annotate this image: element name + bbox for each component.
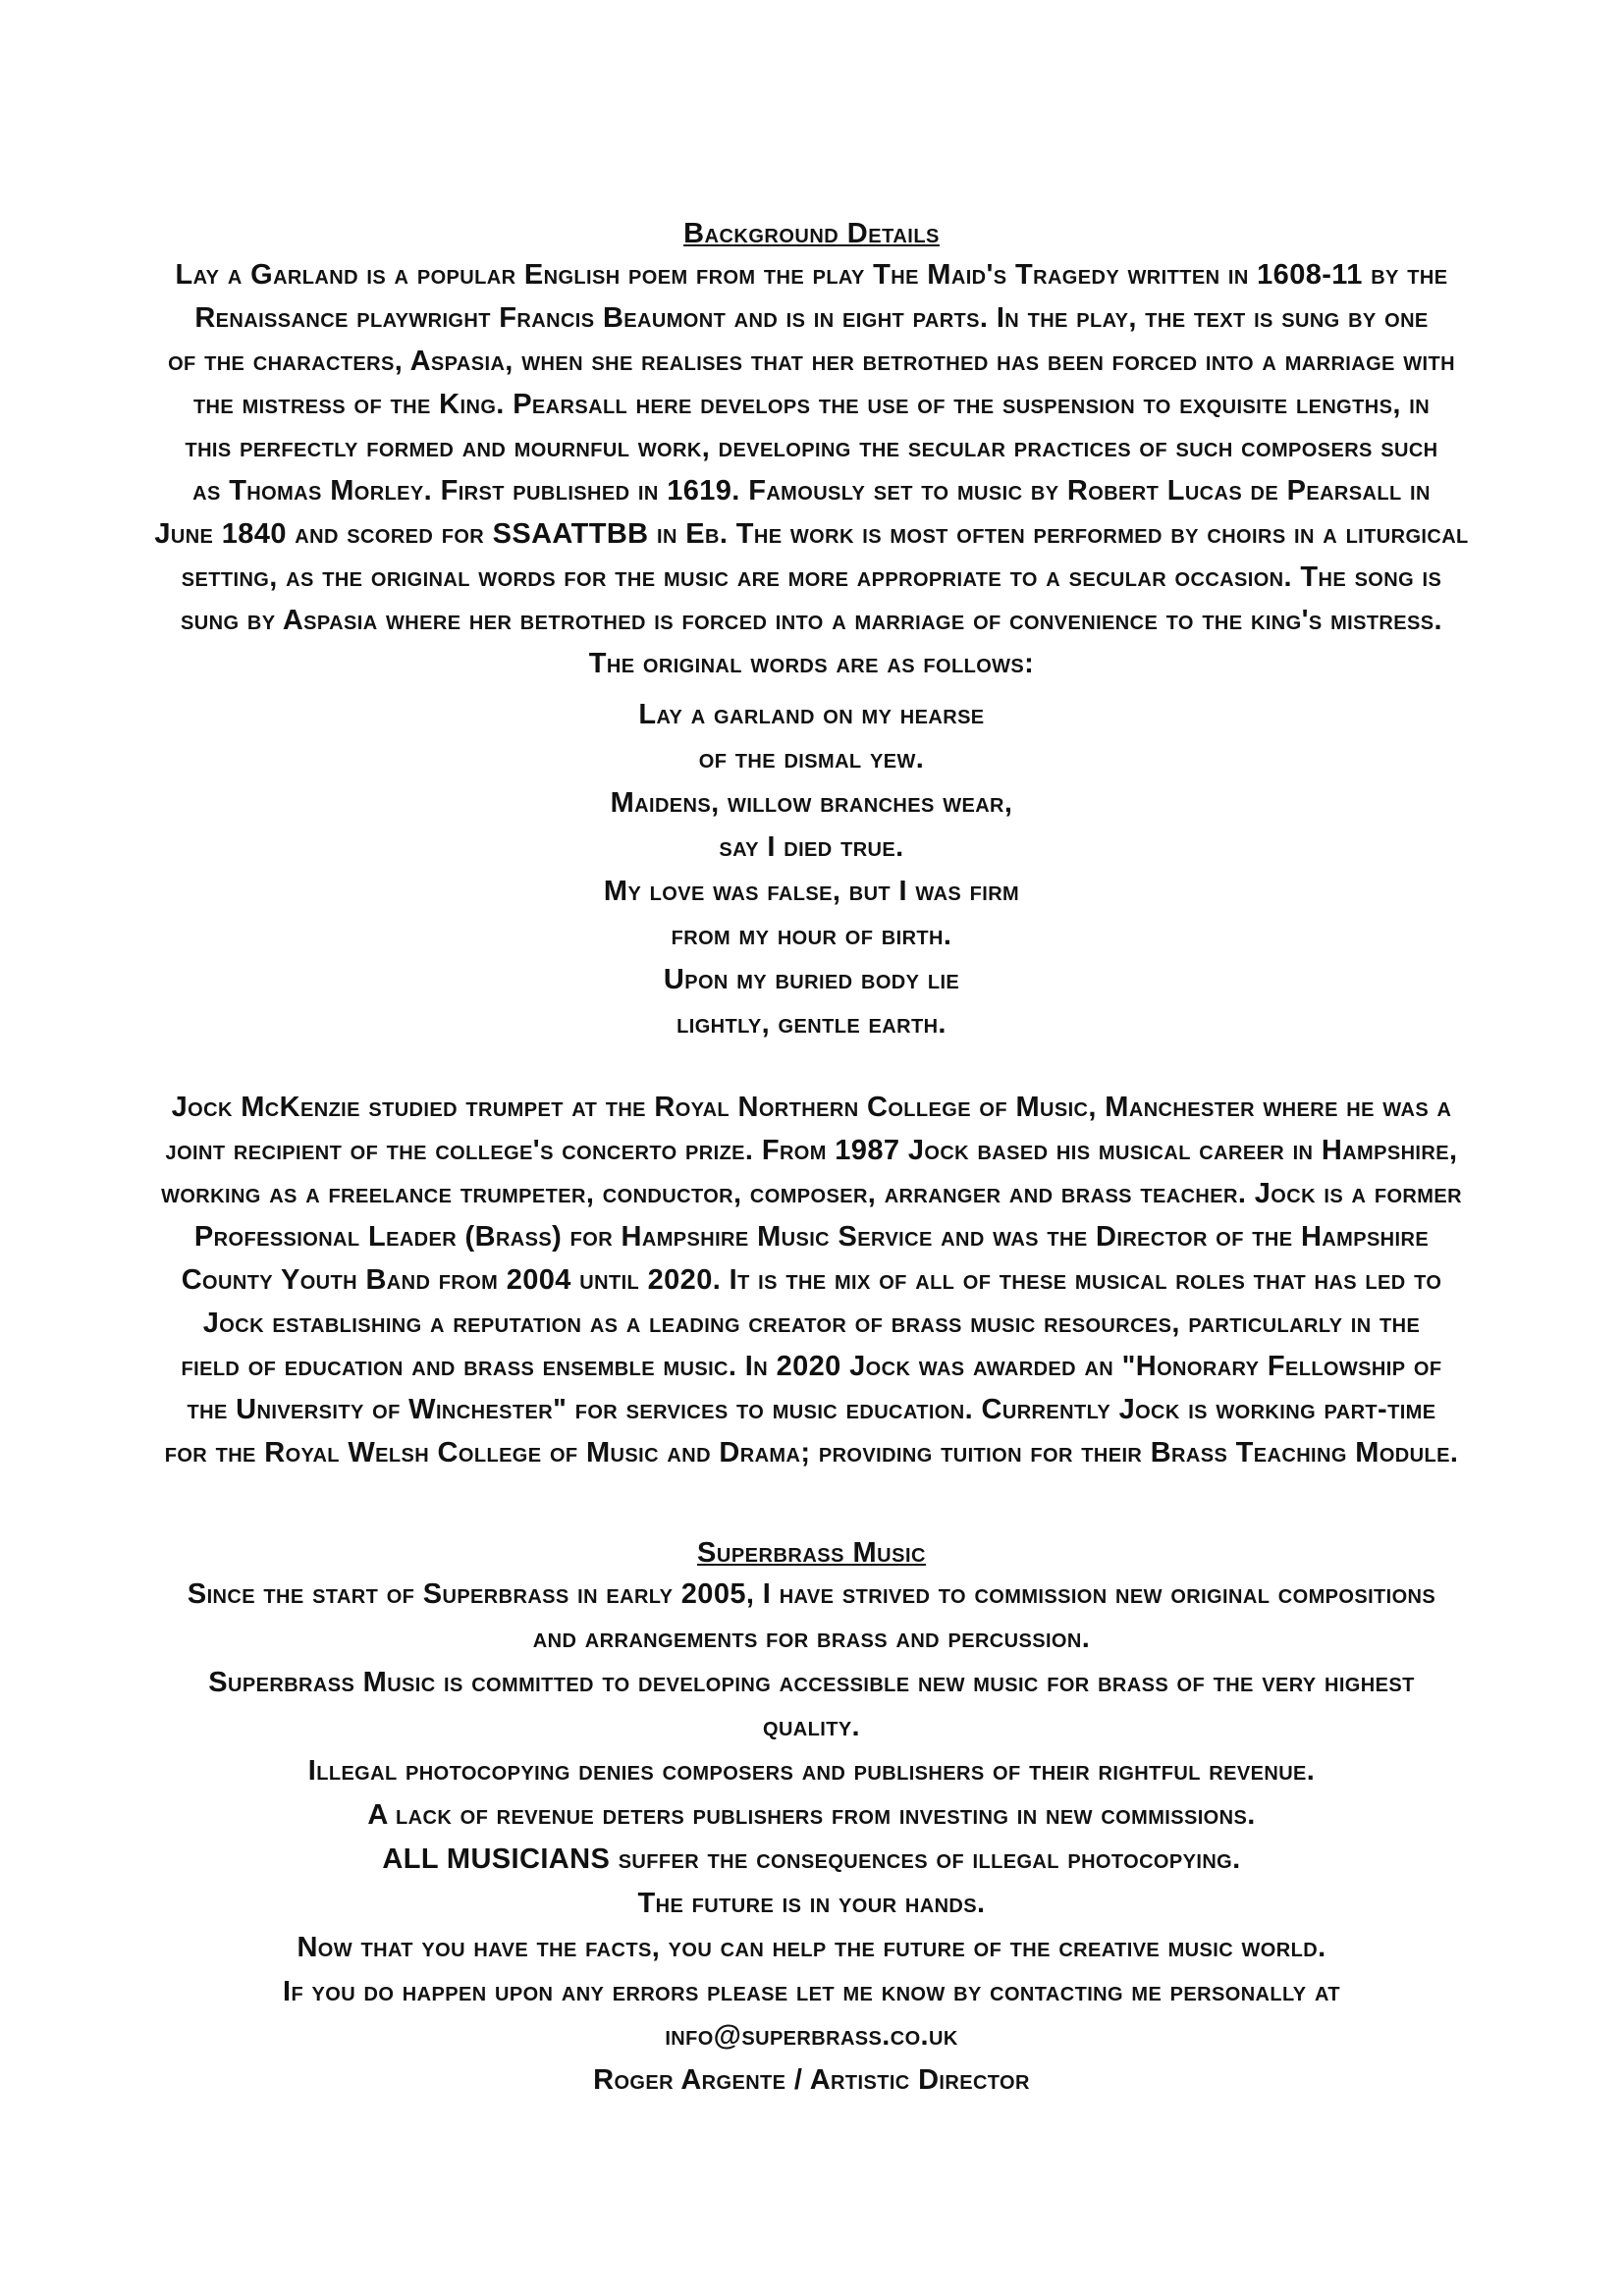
- superbrass-line: Illegal photocopying denies composers and publishers of their rightful revenue.: [307, 1755, 1316, 1787]
- superbrass-line: Now that you have the facts, you can help the future of the creative music world.: [297, 1932, 1326, 1963]
- poem-line: Upon my buried body lie: [663, 964, 960, 995]
- bio-line: joint recipient of the college's concerto prize. From 1987 Jock based his musical career in Hampshire,: [165, 1135, 1458, 1166]
- superbrass-line: A lack of revenue deters publishers from investing in new commissions.: [367, 1799, 1256, 1831]
- bio-section: [137, 1086, 1486, 1474]
- background-line: this perfectly formed and mournful work, developing the secular practices of such composers such: [185, 432, 1438, 463]
- poem-line: My love was false, but I was firm: [603, 876, 1020, 907]
- superbrass-line: ALL MUSICIANS suffer the consequences of illegal photocopying.: [382, 1843, 1241, 1875]
- background-line: June 1840 and scored for SSAATTBB in Eb. The work is most often performed by choirs in a liturgical: [154, 518, 1469, 550]
- superbrass-line: and arrangements for brass and percussion.: [532, 1623, 1091, 1654]
- bio-line: for the Royal Welsh College of Music and Drama; providing tuition for their Brass Teaching Module.: [164, 1437, 1459, 1468]
- background-heading: Background Details: [683, 218, 940, 249]
- background-line: of the characters, Aspasia, when she realises that her betrothed has been forced into a marriage with: [168, 346, 1455, 377]
- signature-line: Roger Argente / Artistic Director: [593, 2064, 1030, 2096]
- bio-line: the University of Winchester" for services to music education. Currently Jock is working part-time: [187, 1394, 1436, 1425]
- background-line: the mistress of the King. Pearsall here develops the use of the suspension to exquisite lengths, in: [192, 389, 1431, 420]
- superbrass-heading-wrap: [137, 1533, 1486, 1573]
- bio-line: Jock McKenzie studied trumpet at the Royal Northern College of Music, Manchester where he was a: [171, 1092, 1452, 1123]
- superbrass-line: If you do happen upon any errors please let me know by contacting me personally at: [283, 1976, 1340, 2007]
- poem-line: Lay a garland on my hearse: [638, 699, 985, 730]
- superbrass-section: [137, 1573, 1486, 2103]
- poem-line: Maidens, willow branches wear,: [610, 787, 1013, 819]
- background-line: as Thomas Morley. First published in 1619. Famously set to music by Robert Lucas de Pearsall in: [192, 475, 1431, 507]
- superbrass-line: The future is in your hands.: [637, 1888, 986, 1919]
- superbrass-line: quality.: [762, 1711, 861, 1742]
- background-line: Renaissance playwright Francis Beaumont and is in eight parts. In the play, the text is sung by one: [194, 302, 1429, 334]
- bio-line: County Youth Band from 2004 until 2020. It is the mix of all of these musical roles that has led to: [181, 1264, 1442, 1296]
- background-text: [137, 253, 1486, 685]
- background-section: [137, 214, 1486, 253]
- superbrass-heading: Superbrass Music: [697, 1537, 926, 1569]
- background-line: setting, as the original words for the music are more appropriate to a secular occasion. The song is: [181, 561, 1442, 593]
- superbrass-line: Superbrass Music is committed to developing accessible new music for brass of the very highest: [208, 1667, 1415, 1698]
- poem-line: from my hour of birth.: [671, 920, 952, 951]
- poem-line: lightly, gentle earth.: [676, 1008, 947, 1040]
- bio-line: Jock establishing a reputation as a leading creator of brass music resources, particularly in the: [202, 1308, 1421, 1339]
- poem: [137, 693, 1486, 1046]
- poem-line: of the dismal yew.: [698, 743, 925, 774]
- superbrass-line: Since the start of Superbrass in early 2005, I have strived to commission new original compositions: [187, 1578, 1436, 1610]
- poem-line: say I died true.: [719, 831, 904, 863]
- background-line: sung by Aspasia where her betrothed is forced into a marriage of convenience to the king's mistress.: [181, 605, 1442, 636]
- bio-line: Professional Leader (Brass) for Hampshire Music Service and was the Director of the Hampshire: [193, 1221, 1430, 1253]
- bio-line: working as a freelance trumpeter, conductor, composer, arranger and brass teacher. Jock is a former: [161, 1178, 1462, 1209]
- bio-line: field of education and brass ensemble music. In 2020 Jock was awarded an "Honorary Fellowship of: [181, 1351, 1442, 1382]
- email-link[interactable]: info@superbrass.co.uk: [665, 2020, 958, 2052]
- background-line: The original words are as follows:: [588, 648, 1035, 679]
- background-line: Lay a Garland is a popular English poem from the play The Maid's Tragedy written in 1608-11 by the: [175, 259, 1448, 291]
